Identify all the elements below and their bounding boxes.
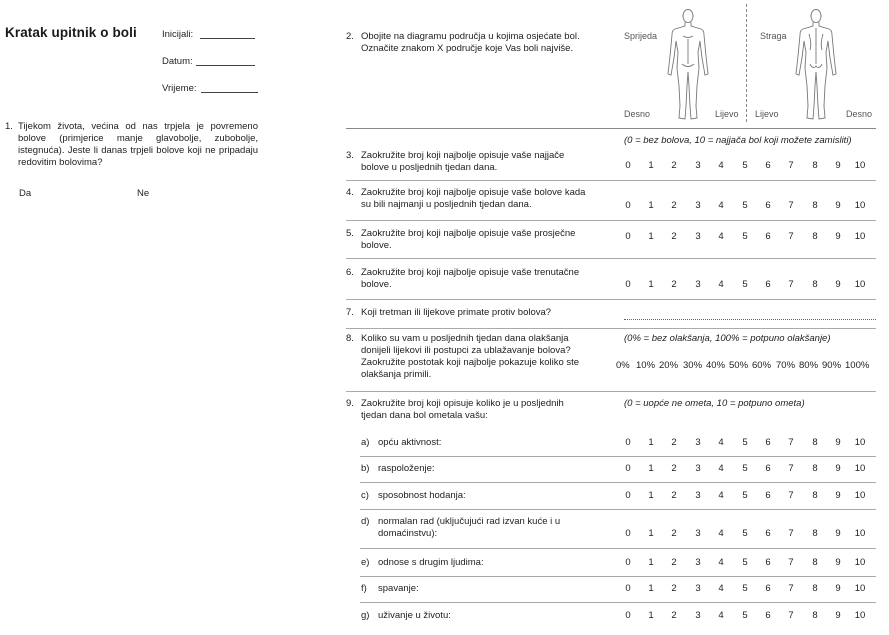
percent-option[interactable]: 10% [636,360,656,371]
scale-option[interactable]: 2 [671,463,677,474]
scale-option[interactable]: 3 [695,279,701,290]
scale-option[interactable]: 9 [835,583,841,594]
question-text-line: su bili najmanji u posljednih tjedan dana. [361,199,532,210]
question-text [361,228,611,252]
scale-option[interactable]: 0 [625,463,631,474]
scale-option[interactable]: 10 [854,160,866,171]
pain-scale[interactable] [614,160,889,174]
pain-scale[interactable] [614,200,889,214]
scale-option[interactable]: 8 [812,557,818,568]
scale-option[interactable]: 5 [742,463,748,474]
sub-item-text-line: sposobnost hodanja: [378,490,466,501]
scale-option[interactable]: 7 [788,583,794,594]
question-number: 6. [346,267,354,278]
scale-option[interactable]: 0 [625,528,631,539]
front-label: Sprijeda [624,31,658,41]
scale-option[interactable]: 3 [695,583,701,594]
divider [346,220,876,221]
divider [346,328,876,329]
scale-option[interactable]: 5 [742,200,748,211]
sub-item-text-line: raspoloženje: [378,463,435,474]
sub-item-text [378,437,608,449]
percent-option[interactable]: 0% [616,360,630,371]
scale-option[interactable]: 0 [625,490,631,501]
scale-option[interactable]: 10 [854,231,866,242]
scale-option[interactable]: 9 [835,279,841,290]
question-number: 7. [346,307,354,318]
scale-option[interactable]: 4 [718,200,724,211]
question-text-line: donijeli lijekovi ili postupci za ublažavanje bolova? [361,345,571,356]
initials-label: Inicijali: [162,29,194,40]
scale-option[interactable]: 1 [648,200,654,211]
scale-option[interactable]: 0 [625,583,631,594]
sub-item-letter: b) [361,463,370,474]
question-text [361,398,611,422]
interference-note: (0 = uopće ne ometa, 10 = potpuno ometa) [624,398,805,409]
scale-option[interactable]: 0 [625,279,631,290]
scale-option[interactable]: 1 [648,490,654,501]
question-text-line: Zaokružite broj koji najbolje opisuje vaše bolove kada [361,187,586,198]
scale-option[interactable]: 2 [671,279,677,290]
scale-option[interactable]: 1 [648,557,654,568]
percent-option[interactable]: 60% [752,360,772,371]
sub-item-letter: g) [361,610,370,621]
scale-option[interactable]: 1 [648,463,654,474]
interference-scale[interactable] [614,610,889,624]
scale-option[interactable]: 10 [854,490,866,501]
question-text-line: bolove. [361,240,392,251]
scale-option[interactable]: 3 [695,463,701,474]
scale-option[interactable]: 2 [671,528,677,539]
scale-option[interactable]: 3 [695,610,701,621]
scale-option[interactable]: 4 [718,160,724,171]
divider [360,482,876,483]
answer-yes[interactable]: Da [19,188,32,199]
scale-option[interactable]: 10 [854,200,866,211]
scale-option[interactable]: 3 [695,200,701,211]
scale-option[interactable]: 6 [765,160,771,171]
scale-option[interactable]: 3 [695,557,701,568]
scale-option[interactable]: 1 [648,437,654,448]
sub-item-text-line: spavanje: [378,583,419,594]
interference-scale[interactable] [614,437,889,451]
scale-option[interactable]: 2 [671,583,677,594]
question-text: Tijekom života, većina od nas trpjela je povremeno bolove (primjerice manje glavobolje, zubobolje, istegnuća). Jeste li danas trpjeli bolove koji ne pripadaju redovitim bolovima? [18,121,258,168]
page-title: Kratak upitnik o boli [5,25,137,40]
sub-item-text-line: uživanje u životu: [378,610,451,621]
scale-option[interactable]: 5 [742,557,748,568]
scale-option[interactable]: 10 [854,463,866,474]
scale-option[interactable]: 10 [854,437,866,448]
scale-option[interactable]: 3 [695,437,701,448]
date-field[interactable] [196,65,255,66]
scale-option[interactable]: 4 [718,437,724,448]
scale-option[interactable]: 7 [788,279,794,290]
question-text [361,31,611,55]
question-text [361,187,611,211]
sub-item-letter: d) [361,516,370,527]
scale-option[interactable]: 10 [854,279,866,290]
scale-option[interactable]: 6 [765,583,771,594]
relief-scale[interactable] [614,360,889,374]
question-text-line: olakšanja primili. [361,369,432,380]
scale-option[interactable]: 4 [718,279,724,290]
scale-option[interactable]: 3 [695,160,701,171]
scale-option[interactable]: 5 [742,160,748,171]
body-back-diagram[interactable] [793,6,839,122]
scale-option[interactable]: 9 [835,231,841,242]
scale-option[interactable]: 8 [812,200,818,211]
percent-option[interactable]: 40% [706,360,726,371]
scale-option[interactable]: 9 [835,437,841,448]
scale-option[interactable]: 2 [671,231,677,242]
scale-option[interactable]: 0 [625,160,631,171]
divider [346,180,876,181]
scale-option[interactable]: 6 [765,437,771,448]
pain-scale[interactable] [614,279,889,293]
scale-option[interactable]: 1 [648,610,654,621]
scale-option[interactable]: 9 [835,463,841,474]
scale-option[interactable]: 8 [812,610,818,621]
scale-option[interactable]: 8 [812,583,818,594]
scale-option[interactable]: 5 [742,583,748,594]
interference-scale[interactable] [614,490,889,504]
percent-option[interactable]: 70% [776,360,796,371]
scale-option[interactable]: 10 [854,528,866,539]
scale-option[interactable]: 5 [742,528,748,539]
back-label: Straga [760,31,787,41]
scale-option[interactable]: 4 [718,610,724,621]
sub-item-text-line: normalan rad (uključujući rad izvan kuće i u [378,516,561,527]
sub-item-text [378,557,608,569]
sub-item-letter: a) [361,437,370,448]
initials-field[interactable] [200,38,255,39]
percent-option[interactable]: 100% [845,360,870,371]
sub-item-text [378,610,608,622]
scale-option[interactable]: 2 [671,437,677,448]
divider [346,391,876,392]
scale-option[interactable]: 9 [835,490,841,501]
scale-option[interactable]: 0 [625,200,631,211]
question-number: 1. [5,121,13,132]
scale-option[interactable]: 1 [648,583,654,594]
divider [360,576,876,577]
pain-scale[interactable] [614,231,889,245]
question-text-line: bolove u posljednih tjedan dana. [361,162,498,173]
divider [360,548,876,549]
time-label: Vrijeme: [162,83,197,94]
question-number: 5. [346,228,354,239]
divider [346,299,876,300]
scale-option[interactable]: 6 [765,200,771,211]
scale-option[interactable]: 1 [648,528,654,539]
question-text-line: Koliko su vam u posljednih tjedan dana olakšanja [361,333,569,344]
sub-item-text-line: odnose s drugim ljudima: [378,557,484,568]
question-text-line: Zaokružite broj koji najbolje opisuje vaše najjače [361,150,565,161]
scale-option[interactable]: 8 [812,528,818,539]
percent-option[interactable]: 20% [659,360,679,371]
percent-option[interactable]: 30% [683,360,703,371]
scale-option[interactable]: 6 [765,279,771,290]
sub-item-text [378,463,608,475]
sub-item-letter: e) [361,557,370,568]
scale-option[interactable]: 7 [788,200,794,211]
divider [346,128,876,129]
scale-option[interactable]: 7 [788,231,794,242]
scale-option[interactable]: 0 [625,231,631,242]
scale-option[interactable]: 8 [812,437,818,448]
divider [360,456,876,457]
scale-option[interactable]: 5 [742,610,748,621]
scale-option[interactable]: 5 [742,490,748,501]
interference-scale[interactable] [614,528,889,542]
scale-option[interactable]: 5 [742,279,748,290]
scale-option[interactable]: 6 [765,610,771,621]
sub-item-text-line: domaćinstvu): [378,528,438,539]
scale-option[interactable]: 3 [695,528,701,539]
scale-option[interactable]: 4 [718,557,724,568]
front-right-label: Desno [624,109,651,119]
scale-option[interactable]: 9 [835,200,841,211]
scale-note: (0 = bez bolova, 10 = najjača bol koji možete zamisliti) [624,135,852,146]
question-number: 4. [346,187,354,198]
question-text: Koji tretman ili lijekove primate protiv bolova? [361,307,552,318]
scale-option[interactable]: 1 [648,279,654,290]
treatment-answer-field[interactable] [624,319,876,320]
scale-option[interactable]: 9 [835,557,841,568]
sub-item-letter: f) [361,583,367,594]
scale-option[interactable]: 2 [671,490,677,501]
scale-option[interactable]: 3 [695,231,701,242]
scale-option[interactable]: 8 [812,231,818,242]
question-text-line: Zaokružite broj koji opisuje koliko je u posljednih [361,398,564,409]
sub-item-text [378,583,608,595]
divider [360,509,876,510]
scale-option[interactable]: 4 [718,463,724,474]
scale-option[interactable]: 7 [788,610,794,621]
percent-option[interactable]: 90% [822,360,842,371]
question-number: 3. [346,150,354,161]
question-number: 2. [346,31,354,42]
scale-option[interactable]: 2 [671,200,677,211]
percent-option[interactable]: 80% [799,360,819,371]
scale-option[interactable]: 7 [788,490,794,501]
sub-item-text [378,490,608,502]
answer-no[interactable]: Ne [137,188,150,199]
question-text-line: Obojite na diagramu područja u kojima osjećate bol. [361,31,580,42]
relief-note: (0% = bez olakšanja, 100% = potpuno olakšanje) [624,333,831,344]
scale-option[interactable]: 7 [788,557,794,568]
question-text-line: Zaokružite postotak koji najbolje pokazuje koliko ste [361,357,580,368]
question-text-line: Zaokružite broj koji najbolje opisuje vaše prosječne [361,228,576,239]
interference-scale[interactable] [614,557,889,571]
scale-option[interactable]: 6 [765,490,771,501]
body-front-diagram[interactable] [665,6,711,122]
scale-option[interactable]: 9 [835,160,841,171]
sub-item-letter: c) [361,490,369,501]
scale-option[interactable]: 4 [718,490,724,501]
scale-option[interactable]: 8 [812,490,818,501]
scale-option[interactable]: 9 [835,528,841,539]
scale-option[interactable]: 5 [742,231,748,242]
diagram-divider [746,4,747,122]
time-field[interactable] [201,92,258,93]
scale-option[interactable]: 0 [625,437,631,448]
divider [360,602,876,603]
scale-option[interactable]: 7 [788,528,794,539]
scale-option[interactable]: 6 [765,528,771,539]
sub-item-text-line: opću aktivnost: [378,437,442,448]
divider [346,258,876,259]
scale-option[interactable]: 4 [718,528,724,539]
back-left-label: Lijevo [755,109,779,119]
scale-option[interactable]: 7 [788,437,794,448]
scale-option[interactable]: 4 [718,231,724,242]
back-right-label: Desno [846,109,873,119]
scale-option[interactable]: 0 [625,557,631,568]
scale-option[interactable]: 4 [718,583,724,594]
date-label: Datum: [162,56,193,67]
interference-scale[interactable] [614,463,889,477]
scale-option[interactable]: 7 [788,463,794,474]
scale-option[interactable]: 2 [671,160,677,171]
question-text [361,267,611,291]
interference-scale[interactable] [614,583,889,597]
scale-option[interactable]: 10 [854,610,866,621]
question-text-line: bolove. [361,279,392,290]
scale-option[interactable]: 2 [671,610,677,621]
question-text-line: Označite znakom X područje koje Vas boli najviše. [361,43,574,54]
question-text-line: Zaokružite broj koji najbolje opisuje vaše trenutačne [361,267,580,278]
scale-option[interactable]: 7 [788,160,794,171]
question-number: 8. [346,333,354,344]
scale-option[interactable]: 10 [854,583,866,594]
scale-option[interactable]: 6 [765,557,771,568]
scale-option[interactable]: 1 [648,231,654,242]
question-text [361,333,611,381]
scale-option[interactable]: 0 [625,610,631,621]
scale-option[interactable]: 2 [671,557,677,568]
scale-option[interactable]: 10 [854,557,866,568]
scale-option[interactable]: 8 [812,463,818,474]
percent-option[interactable]: 50% [729,360,749,371]
scale-option[interactable]: 1 [648,160,654,171]
front-left-label: Lijevo [715,109,739,119]
scale-option[interactable]: 5 [742,437,748,448]
scale-option[interactable]: 8 [812,160,818,171]
sub-item-text [378,516,608,540]
scale-option[interactable]: 6 [765,463,771,474]
question-text [361,150,611,174]
question-number: 9. [346,398,354,409]
question-text-line: tjedan dana bol ometala vašu: [361,410,488,421]
scale-option[interactable]: 6 [765,231,771,242]
scale-option[interactable]: 9 [835,610,841,621]
scale-option[interactable]: 8 [812,279,818,290]
scale-option[interactable]: 3 [695,490,701,501]
